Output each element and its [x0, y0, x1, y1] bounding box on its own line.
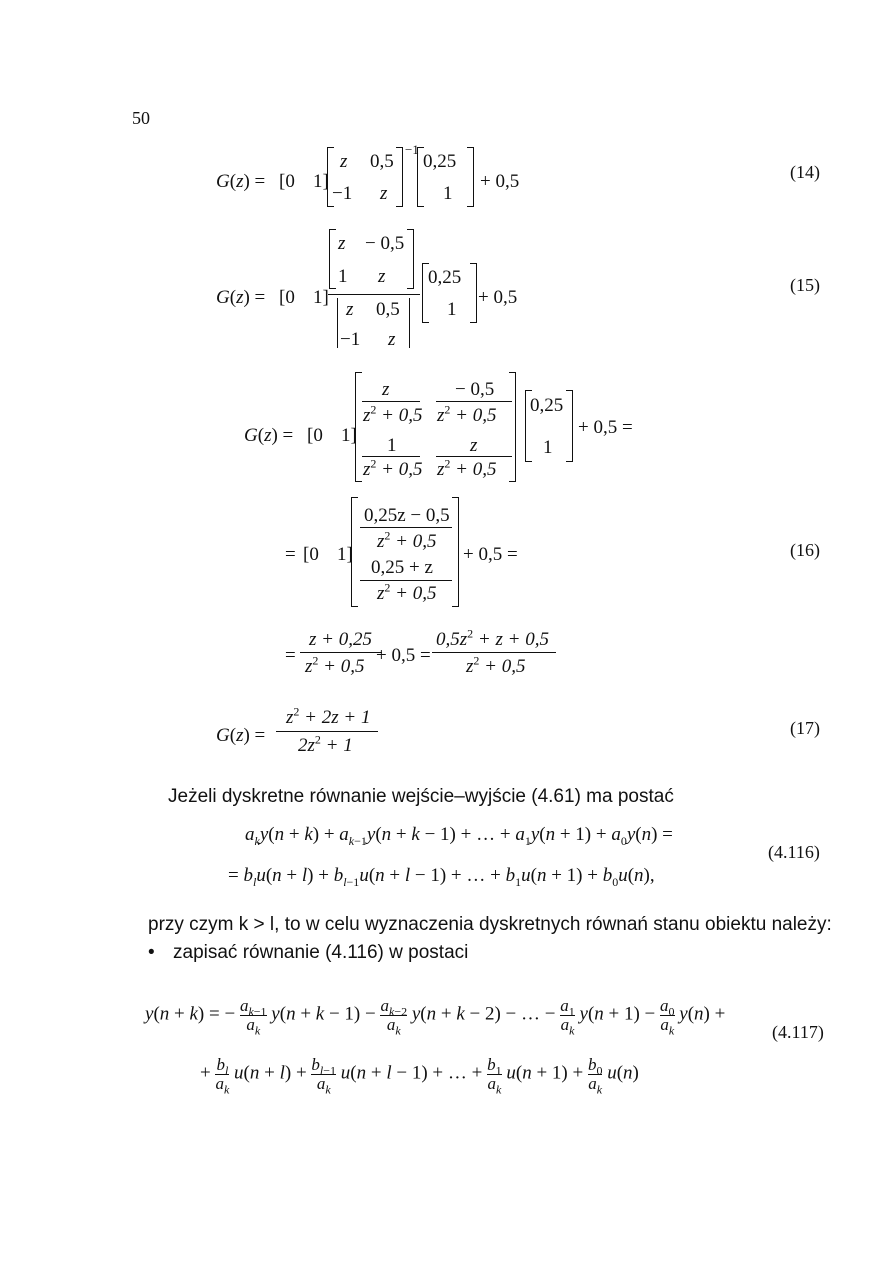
eq16a-bracket-left: [355, 372, 362, 482]
eq16a-v2: 1: [543, 437, 553, 458]
eq16a-row-vec-1: 1]: [341, 425, 357, 446]
eq4116-number: (4.116): [768, 842, 820, 862]
eq16c-f2-bar: [432, 652, 556, 653]
eq17-number: (17): [790, 718, 820, 738]
eq4116-line1: $a_ky(n + k) + a_{k-1}y(n + k - 1)$ + … + $a_1y(n + 1) + a_0y(n)$ =: [245, 824, 673, 848]
eq16a-c22-num: z: [470, 435, 478, 456]
eq14-lhs: G(z) =: [216, 171, 266, 192]
eq15-n21: 1: [338, 266, 348, 287]
eq16a-row-vec-0: [0: [307, 425, 323, 446]
eq16a-c11-den: $z^2 + 0,5$: [363, 402, 423, 426]
eq14-row-vec-1: 1]: [313, 171, 329, 192]
eq15-lhs: G(z) =: [216, 287, 266, 308]
eq15-n12: − 0,5: [365, 233, 405, 254]
eq16a-c21-den: $z^2 + 0,5$: [363, 456, 423, 480]
eq15-det-bar-right: [409, 298, 410, 348]
eq15-d11: z: [346, 299, 354, 320]
eq14-v1: 0,25: [423, 151, 457, 172]
eq14-v2: 1: [443, 183, 453, 204]
eq14-m11: z: [340, 151, 348, 172]
eq15-fraction-bar: [328, 294, 420, 295]
eq16a-c21-num: 1: [387, 435, 397, 456]
eq14-row-vec-0: [0: [279, 171, 295, 192]
eq16b-bracket-right: [452, 497, 459, 607]
eq16b-row-vec-1: 1]: [337, 544, 353, 565]
eq16c-f1-num: z + 0,25: [309, 629, 372, 650]
eq15-n11: z: [338, 233, 346, 254]
eq16c-f2-den: $z^2 + 0,5$: [466, 653, 526, 677]
eq15-vec-bracket-right: [470, 263, 477, 323]
eq16-number: (16): [790, 540, 820, 560]
eq15-num-bracket-left: [329, 229, 336, 289]
eq17-bar: [276, 731, 378, 732]
eq16b-c2-bar: [360, 580, 452, 581]
eq15-row-vec-1: 1]: [313, 287, 329, 308]
eq16a-vec-bracket-right: [566, 390, 573, 462]
eq4117-line1: y(n + k) = − $a_{k-1}$ $a_k$ $y(n + k - 1) - a_{k-2}$ $a_k$ y(n + k − 2) − … − $a_1$ $a_k$ $y(n + 1) - a_0$ $a_k$ y(n) +: [145, 996, 726, 1038]
eq17-num: $z^2 + 2z + 1$: [286, 704, 371, 728]
eq14-m21: −1: [332, 183, 353, 204]
eq16a-tail: + 0,5 =: [578, 417, 633, 438]
eq16a-c22-den: $z^2 + 0,5$: [437, 456, 497, 480]
eq4117-number: (4.117): [772, 1022, 824, 1042]
eq14-m22: z: [380, 183, 388, 204]
eq15-row-vec-0: [0: [279, 287, 295, 308]
eq16a-bracket-right: [509, 372, 516, 482]
eq15-det-bar-left: [337, 298, 338, 348]
eq16a-c12-den: $z^2 + 0,5$: [437, 402, 497, 426]
eq14-inverse-exp: −1: [405, 142, 419, 157]
eq15-number: (15): [790, 275, 820, 295]
bullet-icon: •: [148, 942, 155, 963]
eq15-v2: 1: [447, 299, 457, 320]
eq16b-tail: + 0,5 =: [463, 544, 518, 565]
eq15-d12: 0,5: [376, 299, 400, 320]
eq17-lhs: G(z) =: [216, 725, 266, 746]
eq14-tail: + 0,5: [480, 171, 520, 192]
eq16c-mid: + 0,5 =: [376, 645, 431, 666]
eq14-matrix-bracket-right: [396, 147, 403, 207]
eq16b-c1-num: 0,25z − 0,5: [364, 505, 450, 526]
eq14-number: (14): [790, 162, 820, 182]
eq16a-lhs: G(z) =: [244, 425, 294, 446]
eq16b-c1-den: $z^2 + 0,5$: [377, 528, 437, 552]
eq15-d22: z: [388, 329, 396, 350]
eq4116-line2: = $b_lu(n + l) + b_{l-1}u(n + l - 1)$ + … + $b_1u(n + 1) + b_0u(n)$,: [228, 865, 655, 889]
eq16a-c12-num: − 0,5: [455, 379, 495, 400]
eq15-d21: −1: [340, 329, 361, 350]
eq16b-lhs: =: [285, 544, 296, 565]
eq16b-c1-bar: [360, 527, 452, 528]
eq16b-row-vec-0: [0: [303, 544, 319, 565]
page-number: 50: [132, 108, 150, 128]
eq15-tail: + 0,5: [478, 287, 518, 308]
eq14-vec-bracket-right: [467, 147, 474, 207]
eq16b-c2-den: $z^2 + 0,5$: [377, 580, 437, 604]
eq16b-bracket-left: [351, 497, 358, 607]
eq17-den: $2z^2 + 1$: [298, 732, 353, 756]
eq15-num-bracket-right: [407, 229, 414, 289]
eq16a-v1: 0,25: [530, 395, 564, 416]
eq16c-lhs: =: [285, 645, 296, 666]
eq16c-f2-num: $0,5z^2 + z + 0,5$: [436, 626, 549, 650]
text-paragraph-1: Jeżeli dyskretne równanie wejście–wyjście (4.61) ma postać: [168, 786, 674, 807]
eq15-v1: 0,25: [428, 267, 462, 288]
eq4117-line2: + $b_l$ $a_k$ $u(n + l) + b_{l-1}$ $a_k$ u(n + l − 1) + … + $b_1$ $a_k$ $u(n + 1) + b_0$ $a_k$ u(n): [200, 1055, 639, 1097]
bullet-item-text: zapisać równanie (4.116) w postaci: [173, 942, 469, 963]
eq15-n22: z: [378, 266, 386, 287]
eq14-m12: 0,5: [370, 151, 394, 172]
eq16a-c11-num: z: [382, 379, 390, 400]
eq16c-f1-den: $z^2 + 0,5$: [305, 653, 365, 677]
text-paragraph-2: przy czym k > l, to w celu wyznaczenia dyskretnych równań stanu obiektu należy:: [148, 914, 832, 935]
eq16b-c2-num: 0,25 + z: [371, 557, 433, 578]
